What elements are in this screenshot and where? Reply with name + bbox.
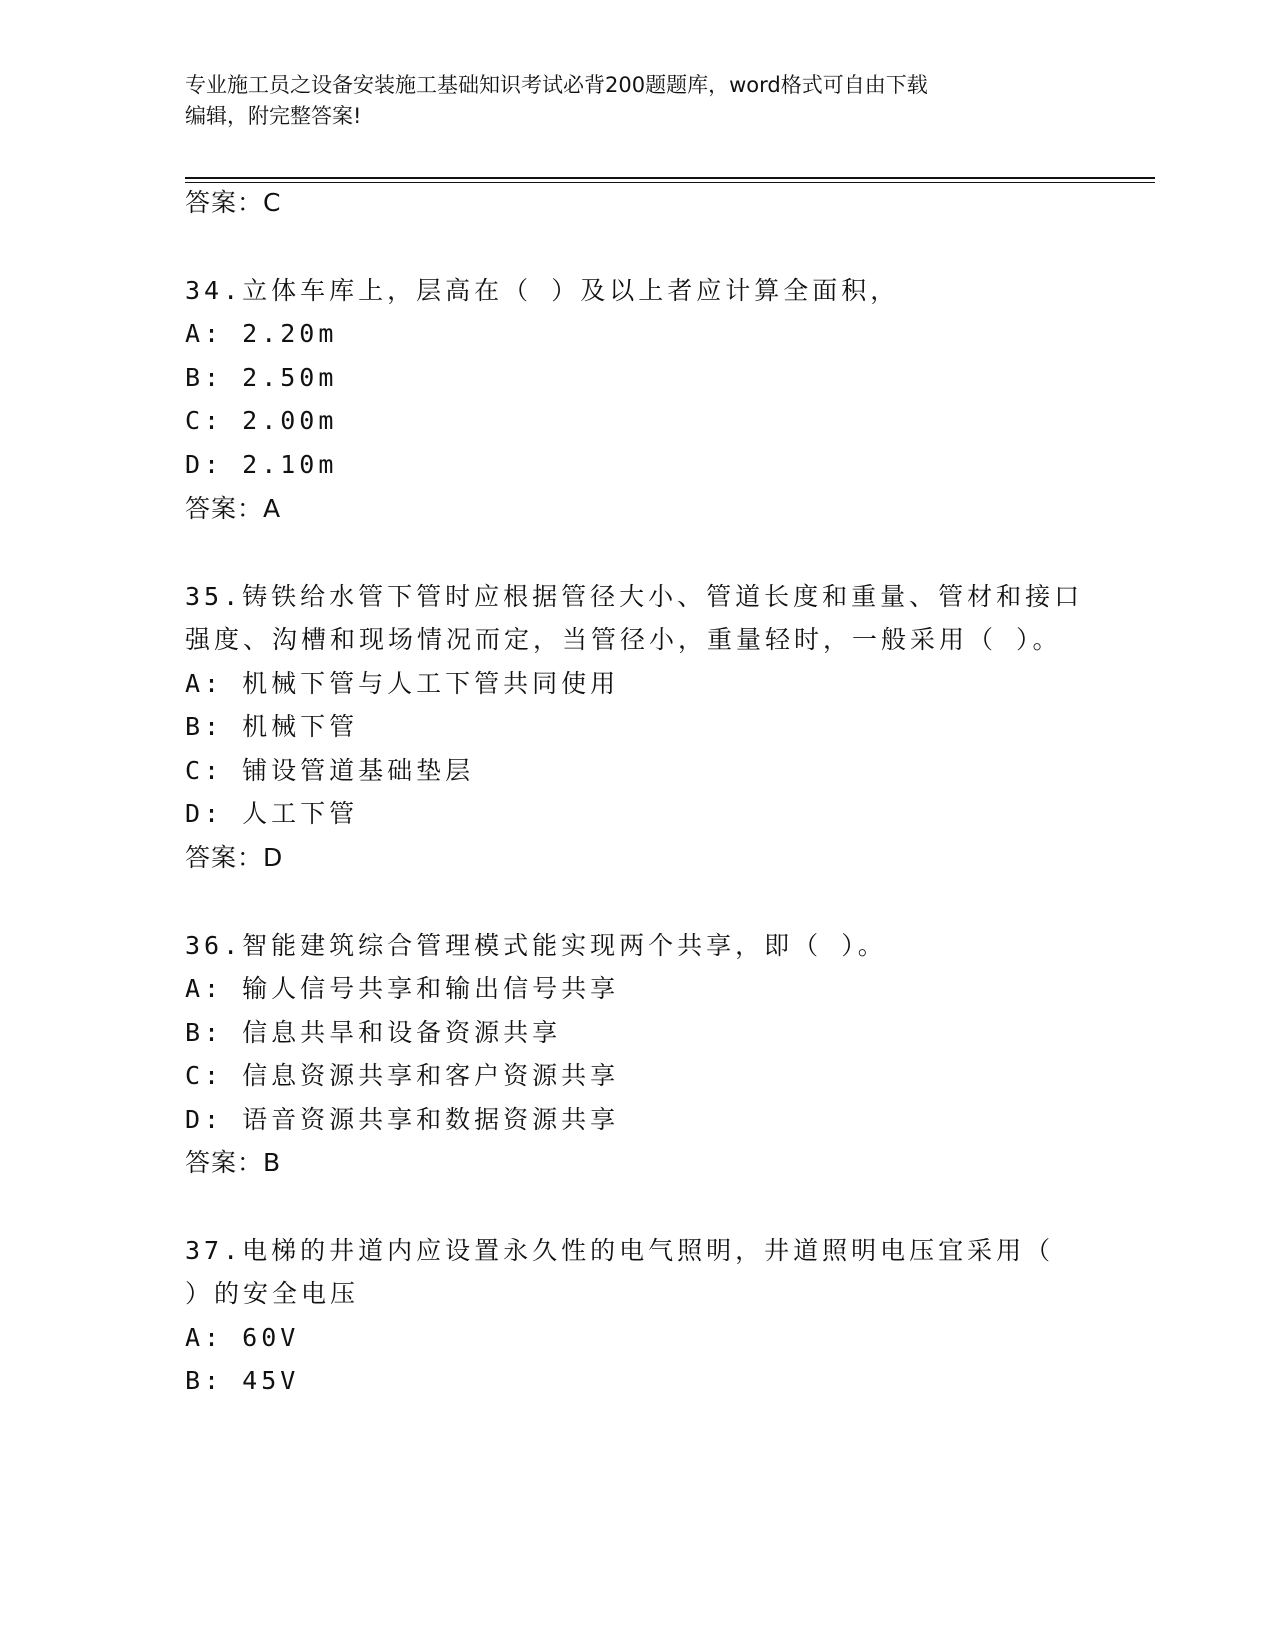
question-35-stem-line-2: 强度、沟槽和现场情况而定，当管径小，重量轻时，一般采用（ ）。 xyxy=(185,625,1062,654)
question-36-option-a: A: 输人信号共享和输出信号共享 xyxy=(185,974,620,1003)
question-37-stem-line-1: 37.电梯的井道内应设置永久性的电气照明，井道照明电压宜采用（ xyxy=(185,1236,1055,1265)
header-divider-thick xyxy=(185,177,1155,179)
question-37-option-a: A: 60V xyxy=(185,1323,300,1352)
question-36-option-d: D: 语音资源共享和数据资源共享 xyxy=(185,1105,620,1134)
question-35-option-a: A: 机械下管与人工下管共同使用 xyxy=(185,669,620,698)
question-36-answer: 答案：B xyxy=(185,1148,282,1177)
question-36-option-b: B: 信息共旱和设备资源共享 xyxy=(185,1018,562,1047)
question-35-stem-line-1: 35.铸铁给水管下管时应根据管径大小、管道长度和重量、管材和接口 xyxy=(185,582,1084,611)
question-37-option-b: B: 45V xyxy=(185,1366,300,1395)
document-header xyxy=(185,70,1085,132)
question-34-option-d: D: 2.10m xyxy=(185,450,338,479)
question-35-answer: 答案：D xyxy=(185,843,284,872)
question-37-stem-line-2: ）的安全电压 xyxy=(185,1279,360,1308)
header-line-2: 编辑，附完整答案! xyxy=(185,104,362,128)
question-35-option-b: B: 机械下管 xyxy=(185,712,359,741)
question-34-stem: 34.立体车库上，层高在（ ）及以上者应计算全面积， xyxy=(185,276,900,305)
question-34-option-a: A: 2.20m xyxy=(185,319,338,348)
answer-prev: 答案：C xyxy=(185,188,282,217)
question-35-option-c: C: 铺设管道基础垫层 xyxy=(185,756,475,785)
question-35-option-d: D: 人工下管 xyxy=(185,799,359,828)
question-34-answer: 答案：A xyxy=(185,494,282,523)
question-36-option-c: C: 信息资源共享和客户资源共享 xyxy=(185,1061,620,1090)
question-34-option-b: B: 2.50m xyxy=(185,363,338,392)
question-36-stem: 36.智能建筑综合管理模式能实现两个共享，即（ ）。 xyxy=(185,931,887,960)
header-divider-thin xyxy=(185,182,1155,183)
header-line-1: 专业施工员之设备安装施工基础知识考试必背200题题库，word格式可自由下载 xyxy=(185,73,928,97)
question-34-option-c: C: 2.00m xyxy=(185,406,338,435)
